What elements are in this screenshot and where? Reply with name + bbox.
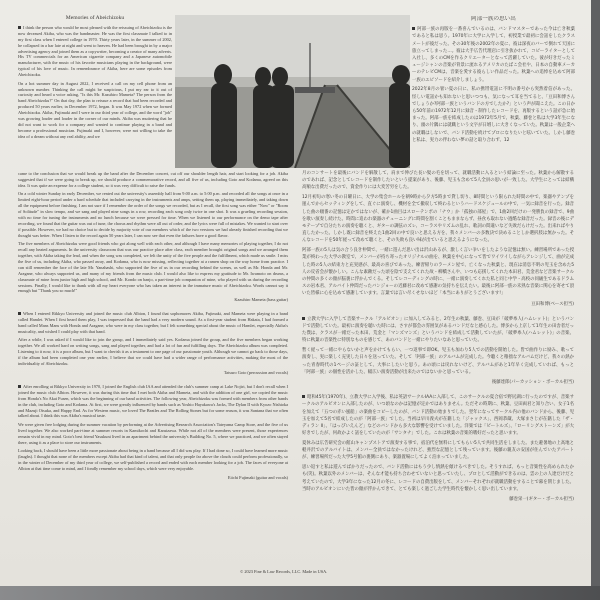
japanese-paragraph: 12月初旬の寒い冬の日曜日に、大学の集会ホールを朝9時から夕方5時まで貸し切り、8時間という限られた時間の中で、楽器やアンプを運んでからセッティングをして、直ぐに演奏し、機材を全て撤収して終わるというハードスケジュールの中で、一気に録音を行った。録音した曲の順番の記憶は定かではないが、確か1曲目はスローテンポの「ナウ」か「孤独の部屋」で、1曲2回だけの一発勝負の録音で、9曲を歌い演奏し続けた。時間に追われ楽器のチューニングに時間を割くこともままならず、昼食も取れない過酷な録音だった。録音の後にデモテープで自分たちの演奏を聴くと、ギターの調弦のズレ、コーラスやリズムの乱れ、歌詞の間違いなど失敗だらけだった。出来ればやり直したかった。しかし既に録音を終えた1曲2回の中で良いと思える方を、我々メンバーの多数決で決めることしか選択肢は無かった。そんなレコードを50年経って改めて聴くと、その失敗も良い味が出ていると思えるようになった。 [302, 195, 574, 244]
english-column-main [18, 171, 288, 576]
pier-photo-image [175, 15, 410, 168]
signature-fujimaki: Eiichi Fujimaki (guitar and vocals) [227, 474, 288, 480]
signature-goto: Tatsuro Goto (percussion and vocals) [223, 369, 288, 375]
english-paragraph: The five members of Abeichizoku were good friends who got along well with each other, and although I have many memories of playing together, I do not recall any heated arguments. In the university classroom that was our practice place after class, each member brought original songs and we arranged them together, with Akiba taking the lead, and when the song was completed, we felt the unity of the five people and the fulfillment, which made us smile. I miss the five of us, including Akiba, who passed away, and Kodama, who is now missing, reflecting together at a ramen shop on the way home from practice. I can still remember the face of the late Mr. Yanahashi, who supported the five of us in our recording behind the scenes, as well as Mr. Honda and Mr. Aragane, who always supported us, and many of my friends from the music club. I would also like to express my gratitude to Mr. Iwamoto on drums, a classmate of mine from junior high and high school, and Mr. Kondo on banjo, a part-time job companion of mine, who played with us during the recording sessions. Finally, I would like to thank with all my heart everyone who has taken an interest in the immature music of Abeichizoku. Words cannot say it enough but "Thank you so much!" [18, 241, 288, 294]
english-paragraph: Looking back, I should have been a little more passionate about being in a band because all I did was play. If I had done so, I could have learned more music (laughs). I thought that none of the members except Akiba had that kind of talent, and that only people far above the clouds could perform professionally, so in the winter of December of my third year of college, we self-published a record and ended with each member looking for a job. The faces of everyone at Albion at that time come to mind, and I fondly remember my school days, which were very enjoyable. [18, 448, 288, 471]
japanese-column-main [302, 170, 574, 570]
english-paragraph: On a hot summer day in August 2022, I received a call on my cell phone from an unknown number. Thinking the call might be suspicious, I put my ear to it out of curiosity and heard a voice asking, "Is this Mr. Kazuhiro Mameta? The person from the band Abeichizoku?" On that day, the plan to reissue a record that had been recorded and produced 50 years earlier, in December 1972, began. It was May 1972 when we formed Abeichizoku. Akiba, Fujimaki and I were in our third year of college, and the word "job" was growing louder and louder in the corner of our minds. Akiba was muttering that he did not want to work for a company and wanted to continue playing in a band and become a professional musician. Fujimaki and I, however, were not willing to take the idea of a dream without any real ability, and we [18, 80, 172, 139]
english-paragraph: After a while, I was asked if I would like to join the group, and I immediately said yes. Kodama joined the group, and the five members began working together. We all worked hard on writing songs, sang and played together, and had a lot of fun and fulfilling days. The Abeichizoku album was completed. Listening to it now, it is a poor album, but I want to cherish it as a testament to one page of our passionate youth. Although we cannot go back to those days, if the album had been completed one year earlier, I believe that we could have had a wider range of performance activities, making the most of the individuality of Abeichizoku. [18, 337, 288, 367]
english-paragraph: When I entered Rikkyo University and joined the music club Albion, I found that sophomores Akiba, Fujimaki, and Mameta were playing in a band called Hamlet. When I first heard them play, I was impressed that the band had a very modern sound. As a first-year student from Hakata, I had formed a band called Mans Mans with Honda and Aragane, who were in my class together, but I felt something special about the music of Hamlet, especially Akiba's musicality, and wished I could play with that band. [18, 311, 288, 334]
english-title: Memories of Abeichizoku [65, 15, 125, 21]
bullet-square-icon [18, 26, 21, 29]
bullet-square-icon [302, 395, 305, 398]
bullet-square-icon [18, 385, 21, 388]
bullet-square-icon [302, 317, 305, 320]
japanese-paragraph: 夏休みは広告研究会の館山キャンプストアで演奏する事で、宿泊代を無料にしてもらい5人で共同生活をしました。また避暑地の上高地と軽井沢でのアルバイトは、メンバー全員ではなかったけれど、強烈な記憶として残っています。後藤の親友の安国が住んでいたアパートが、練習場所だった大学5号館の裏側にあり、楽器置場にしてよく泊まっていました。 [302, 441, 574, 461]
background-surface [0, 586, 600, 600]
japanese-title: 阿部一族の思い出 [471, 16, 516, 22]
japanese-paragraph: 昭和45年(1970年)、立教大学に入学後、私は英語サークルIAAに入部して、このサークルの夏合宿で野尻湖に行ったのですが、音楽サークルのアルビオンに入部したのが、いつ頃なのかは記憶が定かではありません。ただその時期に、秋葉、豆田両君と知り合い、女子1名を加えて「五つの赤い風船」の楽曲をコピーしたのが、バンド活動の始まりでした。翌年になってサークル内の他のバンドから、後藤、児玉を加えて5名で結成したのが「阿部一族」でした。当初は早川義夫が在籍した「ジャックス」、西岡恭蔵、大塚まさじが在籍した「ザ・ディラン II」、「はっぴいえんど」などのバンドから多大な影響を受けていました。洋楽では「ビートルズ」、「ローリングストーンズ」が大好きでしたが、何故かよく話をしていたのが「サンタナ」でした。これは秋葉の音楽的嗜好だったと思います。 [302, 395, 574, 437]
copyright-notice: © 2023 Fine & Law Records, LLC. Made in USA. [240, 569, 328, 574]
english-paragraph: After enrolling at Rikkyo University in 1970, I joined the English club IAA and attended the club's summer camp at Lake Nojiri, but I don't recall when I joined the music club Albion. However, it was during this time that I met both Akiba and Mameta, and with the addition of one girl, we copied the music from Honda's No Akai Fusen, which was the beginning of our band activities. The following year, Abeichizoku was formed with members from other bands in the club, including Goto and Kodama. At first, we were greatly influenced by bands such as Yoshio Hayakawa's Jacks, The Dylan II with Kyozo Nishioka and Mazuji Otsuka, and Happy End. As for Western music, we loved The Beatles and The Rolling Stones but for some reason, it was Santana that we often talked about. I think this was Akiba's musical taste. [18, 383, 288, 419]
english-paragraph: We were given free lodging during the summer vacation by performing at the Advertising Research Association's Tateyama Camp Store, and the five of us lived together. We also worked part-time at summer resorts in Kamikochi and Karuizawa. While not all of the members were present, those experiences remain vivid in my mind. Goto's best friend Yasukuni lived in an apartment behind the university's Building No. 5, where we practiced, and we often stayed there, using it as a place to store our instruments. [18, 421, 288, 445]
japanese-paragraph: 月のコンサートを最後にバンドを解散して、肩まで伸びた長い髪の毛を切って、就職活動に入るという結論に至った。秋葉から解散するのであれば、記念としてレコードを制作したいという提案があり、後藤、児玉も含めて5人全員の思いが一致した。大学生にとっては結構高額な出費だったので、資金作りには大変苦労をした。 [302, 171, 574, 191]
signature-goto-jp: 後藤達郎(パーカッション・ボーカル担当) [491, 380, 574, 386]
japanese-paragraph: 阿部一族の再版を一番喜んでいるのは、バンドマスターであった今は亡き秋葉であると私は思う。1970年に大学に入学して、初授業で最初に会話をしたクラスメートが彼だった。その30年後の2002年の夏に、彼は深夜のバーで倒れて天国に旅立ってしまった…。彼は大手広告代理店に引き抜かれて、コピーライターとして入社し、多くのCMを作るクリエーターとなって活躍していた。彼が好きだったミュージシャンの音楽が背景に流れるアメリカのたばこ会社や、日本の自動車メーカーのテレビCMは、音楽を愛する彼らしい作品だった。秋葉への追悼を込めて阿部一族のエピソードを紹介しましょう。 [412, 27, 575, 83]
signature-mameta-jp: 豆田和博(ベース担当) [531, 301, 574, 307]
signature-mameta: Kazuhiro Mameta (bass guitar) [234, 297, 288, 303]
english-column-top [18, 16, 172, 142]
japanese-paragraph: 立教大学に入学して音楽サークル「アルビオン」に加入してみると、2年生の秋葉、藤巻、豆田が「破夢糸人(ハムレット)」というバンドで活動していた。最初に演奏を聴いた時には、さすが都会の雰囲気があるバンドだなと感心した。博多から上京して1年生の田舎者だった僕は、クラスが一緒だった本田、荒金と「マンズマンズ」というバンドを結成して活動していたが、「破夢糸人(ハムレット)」の音楽、特に秋葉の音楽性に特別なものを感じて、あのバンドと一緒にやりたいなあと思っていた。 [302, 316, 574, 344]
bullet-square-icon [412, 27, 415, 30]
japanese-paragraph: 2022年8月の暑い夏の日に、私の携帯電話に不明の番号から突然着信があった。怪しい電話かも知れないと思いつつも、気になって耳を当てると、「豆田和博さんでしょうか?阿部一族というバンドの方でしたか?」という声が聞こえた。この日から50年前の1972年12月に録音・制作したレコードを、再版するという話が急に始まった。阿部一族を結成したのは1972年5月で、秋葉、藤巻と私は大学3年生になり、頭の片隅には就職という文字が日増しに大きくなっていた。秋葉は一般企業への就職はしないで、バンド活動を続けてプロになりたいと呟いていた。しかし藤巻と私は、実力の伴わない夢の話と取り合わず、12 [412, 87, 575, 143]
band-photo-pier [175, 15, 410, 168]
english-paragraph: On a cold winter Sunday in early December, we rented out the university's assembly hall from 9:00 a.m. to 5:00 p.m. and recorded all the songs at once in a limited eight-hour period under a hard schedule that included carrying in the instruments and amps, setting them up, playing immediately, and taking down all the equipment before finishing. I am not sure if I remember the order of the songs we recorded, but as I recall, the first song was either "Now" or "Room of Solitude" in slow tempo, and we sang and played nine songs in a row, recording each song only twice in one shot. It was a grueling recording session, with no time for tuning the instruments and no lunch because we were pressed for time. When we listened to our performance on the demo tape after recording, we found that the guitar was out of tune, the chorus and rhythm were all out of order, and the lyrics were full of mistakes. We wanted to start over if possible. However, we had no choice but to decide by majority vote of our members which of the two versions we had already finished recording that we thought was better. When I listen to the record again 50 years later, I can now see that even the failures have a good flavor. [18, 191, 288, 238]
japanese-paragraph: 阿部一族の5人は気の合う良き仲間で、一緒に遊んだ思い出は沢山あるが、激しく言い争いをしたような記憶は無い。練習場所であった授業が終わった大学の教室で、メンバーが持ち寄ったオリジナルの曲を、秋葉を中心になって皆でワイワイしながらアレンジして、曲が完成した時の5人の結束力と充実感が、最高の喜びであった。練習帰りのラーメン屋で、亡くなった秋葉と、現在は消息不明の児玉を含めた5人の反省会が懐かしい。こんな素敵だった頃を陰で支えてくれた故・柳橋さんや、いつも応援してくれた本田君、荒金君など音楽サークルの仲間の多くの顔が脳裏に浮かんでくる。そしてレコーディングの時に、一緒に演奏してくれた私と同じ中学・高校の同級生であるドラムスの岩本君、アルバイト仲間だったバンジョーの近藤君に改めて感謝の気持ちを伝えたい。最後に阿部一族の未熟な音楽に関心を寄せて頂いた皆様に心を込めて感謝しています。言葉では言い尽くせないほど「本当にありがとうございます!」 [302, 248, 574, 297]
japanese-paragraph: 思い返すと私は遊んでばかりだったので、バンド活動にはもう少し情熱を傾けるべきでした。そうすれば、もっと音楽性を高められたかも(笑)。秋葉以外のメンバーは、そんな才能も持ち合わせていないと思っていたし、プロとして活動ができるのは、雲の上の人達だけだと考えていたので、大学3年になった12月の冬に、レコードの自費出版をして、メンバーそれぞれが就職活動をすることで幕を閉じました。当時のアルビオンにいた皆の顔が浮かんできて、とても楽しく過ごした学生時代を懐かしく思い出しています。 [302, 465, 574, 492]
signature-fujimaki-jp: 藤巻栄一(ギター・ボーカル担当) [509, 497, 574, 503]
japanese-column-top [412, 16, 575, 168]
japanese-paragraph: 暫く経って一緒にやらないかと声をかけてもらい、一つ返事で即OK。児玉も加わり5人での活動を開始した。皆で曲作りに励み、歌って演奏し、実に楽しく充実した日々を送っていた。そして「阿部一族」のアルバムが完成した。今聴くと稚拙なアルバムだけど、我々の熱かった青春時代の1ページの証として、大事にしたいと思う。あの頃には戻れないけど、アルバムがあと1年早く完成していれば、もっと「阿部一族」の個性を活かした、幅広い演奏活動が出来たのではないかと思っている。 [302, 348, 574, 375]
english-paragraph: I think the person who would be most pleased with the reissuing of Abeichizoku is the now deceased Akiba, who was the bandmaster. He was the first classmate I talked to in my first class when I entered college in 1970. Thirty years later, in the summer of 2002, he collapsed in a bar late at night and went to heaven. He had been brought in by a major advertising agency and joined them as a copywriter, becoming a creator of many adverts. His TV commercials for an American cigarette company and a Japanese automobile manufacturer, with the music of his favorite musicians playing in the background, were typical of his love of music. In remembrance of Akiba, here are some episodes from Abeichizoku. [18, 24, 172, 78]
bullet-square-icon [18, 312, 21, 315]
english-paragraph: came to the conclusion that we would break up the band after the December concert, cut off our shoulder length hair, and start looking for a job. Akiba suggested that if we were going to break up, we should produce a commemorative record, and all five of us, including Goto and Kodama, agreed on this idea. It was quite an expense for a college student, so it was very difficult to raise the funds. [18, 171, 288, 188]
